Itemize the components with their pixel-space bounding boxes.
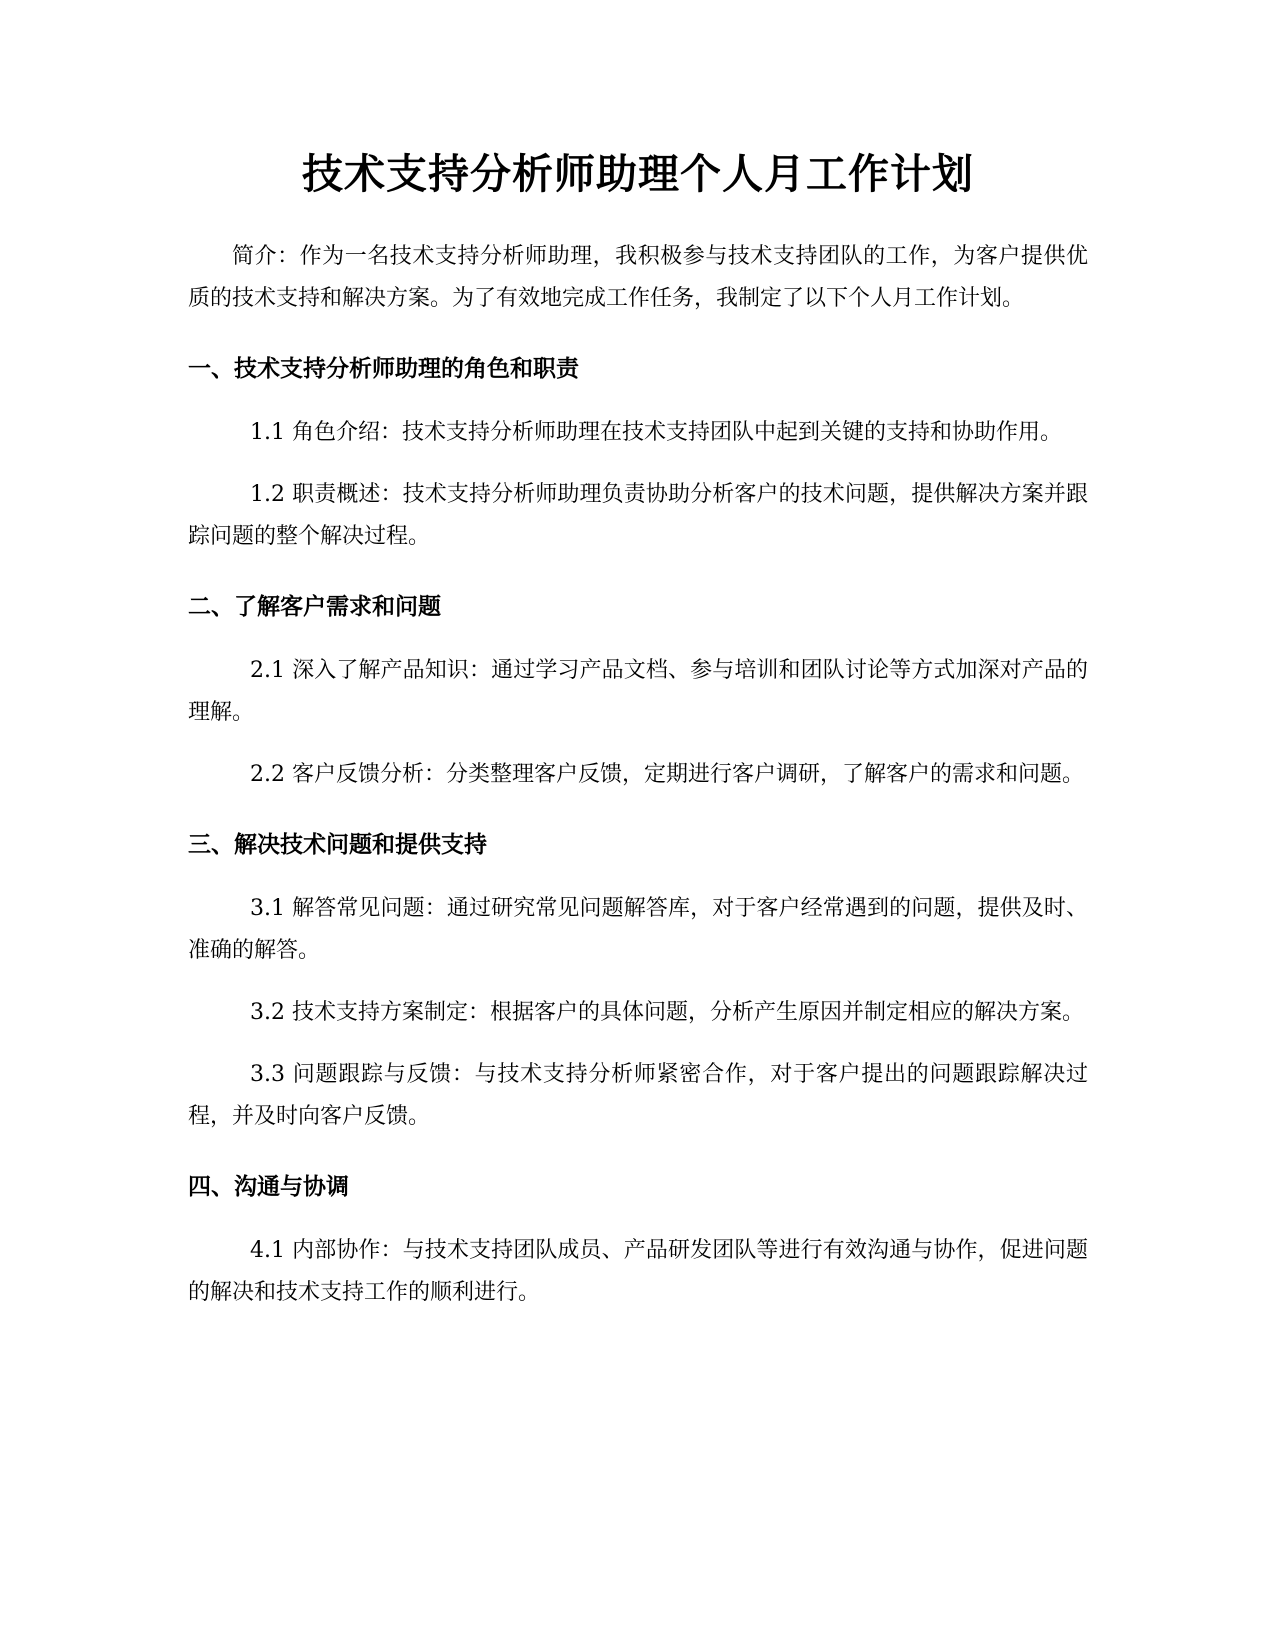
document-body — [188, 148, 1088, 1314]
section-1-heading: 一、技术支持分析师助理的角色和职责 — [188, 356, 579, 382]
section-3-paragraph-3: 3.3 问题跟踪与反馈：与技术支持分析师紧密合作，对于客户提出的问题跟踪解决过程，并及时向客户反馈。 — [188, 1062, 1088, 1129]
section-1-paragraph-1: 1.1 角色介绍：技术支持分析师助理在技术支持团队中起到关键的支持和协助作用。 — [250, 420, 1062, 445]
section-4-heading: 四、沟通与协调 — [188, 1174, 349, 1200]
document-title: 技术支持分析师助理个人月工作计划 — [302, 150, 974, 198]
section-4-paragraph-1: 4.1 内部协作：与技术支持团队成员、产品研发团队等进行有效沟通与协作，促进问题的解决和技术支持工作的顺利进行。 — [188, 1238, 1088, 1305]
section-2-heading: 二、了解客户需求和问题 — [188, 594, 441, 620]
section-2-paragraph-2: 2.2 客户反馈分析：分类整理客户反馈，定期进行客户调研，了解客户的需求和问题。 — [250, 762, 1084, 787]
section-2-paragraph-1: 2.1 深入了解产品知识：通过学习产品文档、参与培训和团队讨论等方式加深对产品的理解。 — [188, 658, 1088, 725]
section-3-heading: 三、解决技术问题和提供支持 — [188, 832, 487, 858]
section-1-paragraph-2: 1.2 职责概述：技术支持分析师助理负责协助分析客户的技术问题，提供解决方案并跟踪问题的整个解决过程。 — [188, 482, 1088, 549]
intro-paragraph: 简介：作为一名技术支持分析师助理，我积极参与技术支持团队的工作，为客户提供优质的技术支持和解决方案。为了有效地完成工作任务，我制定了以下个人月工作计划。 — [188, 244, 1088, 311]
section-3-paragraph-1: 3.1 解答常见问题：通过研究常见问题解答库，对于客户经常遇到的问题，提供及时、准确的解答。 — [188, 896, 1088, 963]
section-3-paragraph-2: 3.2 技术支持方案制定：根据客户的具体问题，分析产生原因并制定相应的解决方案。 — [250, 1000, 1084, 1025]
